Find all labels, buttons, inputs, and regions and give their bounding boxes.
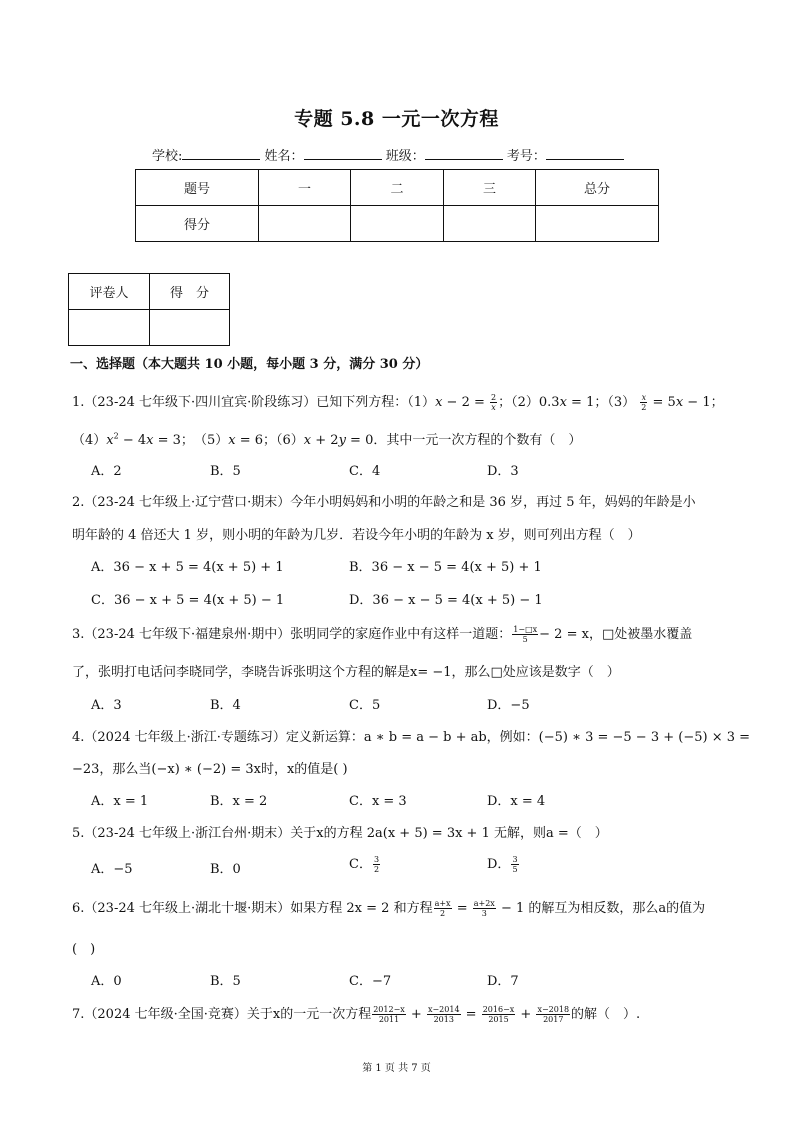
q1-end: ．其中一元一次方程的个数有（ ） bbox=[373, 433, 582, 448]
score-row-label: 得分 bbox=[136, 206, 259, 242]
q5-line1: 5.（23-24 七年级上·浙江台州·期末）关于x的方程 2a(x + 5) = 3x + 1 无解，则a =（ ） bbox=[72, 826, 608, 841]
q5-option-c-label: C． bbox=[349, 857, 372, 872]
q1-line1: 1.（23-24 七年级下·四川宜宾·阶段练习）已知下列方程：（1）x − 2 = $\frac{2}{x}$ ；（2）0.3x = 1；（3） $\frac{x}{2}$ = 5x − 1； bbox=[72, 393, 724, 412]
q5-option-d[interactable] bbox=[487, 853, 520, 874]
q7-frac4-num: x−2018 bbox=[537, 1005, 570, 1014]
q7-frac2-den: 2013 bbox=[433, 1015, 454, 1024]
school-blank[interactable] bbox=[182, 146, 260, 160]
q1-option-d[interactable]: D．3 bbox=[487, 464, 519, 479]
q2-option-c[interactable]: C．36 − x + 5 = 4(x + 5) − 1 bbox=[91, 593, 285, 608]
q1-p5: （5） bbox=[200, 433, 229, 448]
q6-frac1-den: 2 bbox=[440, 909, 446, 918]
q3-option-b[interactable]: B．4 bbox=[210, 698, 241, 713]
page-title: 专题 5.8 一元一次方程 bbox=[294, 108, 499, 130]
q3-line1 bbox=[72, 623, 692, 644]
q4-option-d[interactable]: D．x = 4 bbox=[487, 794, 546, 809]
q7-line1: 7.（2024 七年级·全国·竞赛）关于x的一元一次方程 $\frac{2012-x}{2011}$ + $\frac{x-2014}{2013}$ = $\frac{2016-x}{2015}$ + $\frac{x-2018}{2017}$ 的解（ ）. bbox=[72, 1005, 641, 1024]
q7-frac1-den: 2011 bbox=[378, 1015, 400, 1024]
name-label: 姓名： bbox=[264, 149, 304, 164]
q1-p6: （6） bbox=[276, 433, 304, 448]
q1-option-c[interactable]: C．4 bbox=[349, 464, 381, 479]
q2-option-d[interactable]: D．36 − x − 5 = 4(x + 5) − 1 bbox=[349, 593, 543, 608]
q3-frac-den: 5 bbox=[522, 635, 528, 644]
q2-line1: 2.（23-24 七年级上·辽宁营口·期末）今年小明妈妈和小明的年龄之和是 36 岁，再过 5 年，妈妈的年龄是小 bbox=[72, 495, 696, 510]
exam-no-blank[interactable] bbox=[546, 146, 624, 160]
q6-line2: ( ) bbox=[72, 942, 96, 957]
q1-prefix: 1.（23-24 七年级下·四川宜宾·阶段练习）已知下列方程：（1） bbox=[72, 395, 436, 410]
q7-text-a: 7.（2024 七年级·全国·竞赛）关于x的一元一次方程 bbox=[72, 1007, 372, 1022]
q6-frac2-num: a+2x bbox=[473, 899, 495, 908]
grader-cell[interactable] bbox=[69, 310, 150, 346]
q6-option-d[interactable]: D．7 bbox=[487, 974, 519, 989]
q2-option-b[interactable]: B．36 − x − 5 = 4(x + 5) + 1 bbox=[349, 560, 542, 575]
q3-option-d[interactable]: D．−5 bbox=[487, 698, 530, 713]
exam-no-label: 考号： bbox=[506, 149, 546, 164]
name-blank[interactable] bbox=[304, 146, 382, 160]
q4-line1: 4.（2024 七年级上·浙江·专题练习）定义新运算：a ∗ b = a − b + ab，例如：(−5) ∗ 3 = −5 − 3 + (−5) × 3 = bbox=[72, 730, 751, 745]
q3-option-c[interactable]: C．5 bbox=[349, 698, 381, 713]
class-label: 班级： bbox=[385, 149, 425, 164]
page-footer: 第 1 页 共 7 页 bbox=[362, 1063, 431, 1074]
q7-frac3-den: 2015 bbox=[488, 1015, 509, 1024]
score-header-cell: 总分 bbox=[536, 170, 659, 206]
grader-table bbox=[68, 273, 230, 346]
q5-option-d-label: D． bbox=[487, 857, 511, 872]
q3-text-b: − 2 = x，□处被墨水覆盖 bbox=[539, 627, 693, 642]
q1-p2: （2） bbox=[511, 395, 539, 410]
q3-text-a: 3.（23-24 七年级下·福建泉州·期中）张明同学的家庭作业中有这样一道题： bbox=[72, 627, 512, 642]
q4-option-a[interactable]: A．x = 1 bbox=[91, 794, 149, 809]
q5-c-den: 2 bbox=[373, 865, 380, 874]
q4-option-c[interactable]: C．x = 3 bbox=[349, 794, 407, 809]
q6-frac2-den: 3 bbox=[481, 909, 487, 918]
school-label: 学校: bbox=[152, 149, 183, 164]
q3-frac-num: 1−□x bbox=[513, 625, 538, 634]
q6-text-b: − 1 的解互为相反数，那么a的值为 bbox=[496, 901, 706, 916]
q1-line2: $(4)x^2 - 4x = 3$； （5）x = 6；（6）x + 2y = 0．其中一元一次方程的个数有（ ） bbox=[72, 431, 582, 448]
q3-option-a[interactable]: A．3 bbox=[91, 698, 122, 713]
q2-option-a[interactable]: A．36 − x + 5 = 4(x + 5) + 1 bbox=[91, 560, 284, 575]
q1-p4: （4） bbox=[72, 433, 107, 448]
score-header-cell: 一 bbox=[259, 170, 351, 206]
grader-score-cell[interactable] bbox=[150, 310, 230, 346]
q1-option-a[interactable]: A．2 bbox=[91, 464, 122, 479]
grader-label: 评卷人 bbox=[69, 274, 150, 310]
q5-d-num: 3 bbox=[512, 855, 518, 864]
student-info-line bbox=[152, 145, 624, 164]
q4-option-b[interactable]: B．x = 2 bbox=[210, 794, 268, 809]
q5-option-a[interactable]: A．−5 bbox=[91, 862, 133, 877]
q6-line1 bbox=[72, 897, 705, 918]
q6-eq: = bbox=[452, 901, 472, 916]
q5-option-c[interactable] bbox=[349, 853, 381, 874]
grader-score-label: 得 分 bbox=[150, 274, 230, 310]
q5-c-num: 3 bbox=[373, 855, 380, 864]
q6-option-a[interactable]: A．0 bbox=[91, 974, 122, 989]
q6-text-a: 6.（23-24 七年级上·湖北十堰·期末）如果方程 2x = 2 和方程 bbox=[72, 901, 433, 916]
q1-option-b[interactable]: B．5 bbox=[210, 464, 241, 479]
score-header-cell: 三 bbox=[444, 170, 536, 206]
score-header-cell: 二 bbox=[351, 170, 444, 206]
score-cell[interactable] bbox=[351, 206, 444, 242]
q7-frac4-den: 2017 bbox=[543, 1015, 564, 1024]
score-cell[interactable] bbox=[444, 206, 536, 242]
score-cell[interactable] bbox=[536, 206, 659, 242]
section-title: 一、选择题（本大题共 10 小题，每小题 3 分，满分 30 分） bbox=[70, 357, 429, 372]
q7-frac3-num: 2016−x bbox=[482, 1005, 515, 1014]
q7-frac2-num: x−2014 bbox=[427, 1005, 460, 1014]
q6-frac1-num: a+x bbox=[434, 899, 451, 908]
q7-text-b: 的解（ ）. bbox=[571, 1007, 641, 1022]
q2-line2: 明年龄的 4 倍还大 1 岁，则小明的年龄为几岁．若设今年小明的年龄为 x 岁，则可列出方程（ ） bbox=[72, 528, 641, 543]
score-table bbox=[135, 169, 659, 242]
q6-option-c[interactable]: C．−7 bbox=[349, 974, 392, 989]
q3-line2: 了，张明打电话问李晓同学，李晓告诉张明这个方程的解是x= −1，那么□处应该是数字（ ） bbox=[72, 665, 620, 680]
q5-d-den: 5 bbox=[512, 865, 518, 874]
class-blank[interactable] bbox=[425, 146, 503, 160]
score-cell[interactable] bbox=[259, 206, 351, 242]
q4-line2: −23，那么当(−x) ∗ (−2) = 3x时，x的值是( ) bbox=[72, 762, 348, 777]
q5-option-b[interactable]: B．0 bbox=[210, 862, 241, 877]
score-header-cell: 题号 bbox=[136, 170, 259, 206]
q7-frac1-num: 2012−x bbox=[373, 1005, 405, 1014]
q1-p3: （3） bbox=[607, 395, 636, 410]
q6-option-b[interactable]: B．5 bbox=[210, 974, 241, 989]
